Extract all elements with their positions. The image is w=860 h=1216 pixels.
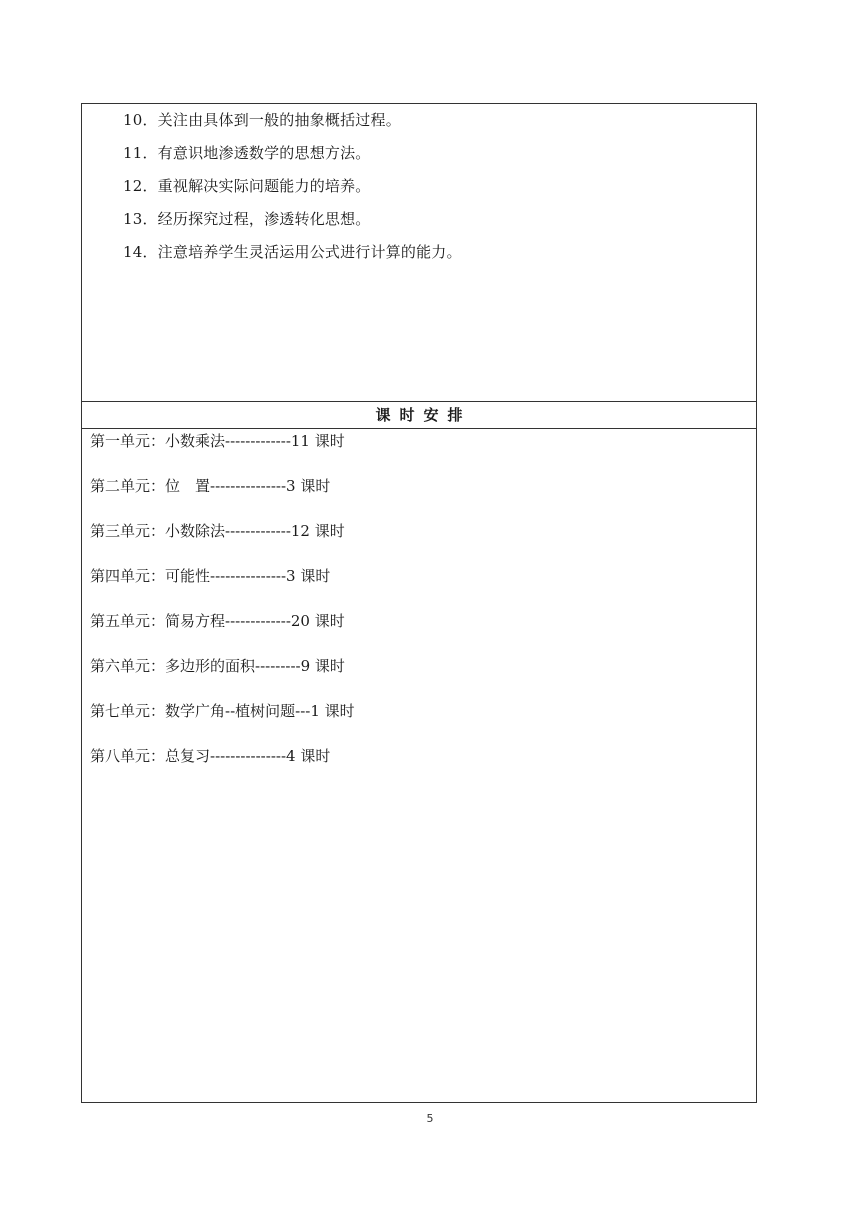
goal-item: 10．关注由具体到一般的抽象概括过程。 — [123, 111, 401, 129]
goal-item: 11．有意识地渗透数学的思想方法。 — [123, 144, 371, 162]
schedule-item: 第二单元：位 置---------------3 课时 — [90, 477, 331, 495]
schedule-item: 第六单元：多边形的面积---------9 课时 — [90, 657, 345, 675]
schedule-item: 第七单元：数学广角--植树问题---1 课时 — [90, 702, 355, 720]
schedule-item: 第八单元：总复习---------------4 课时 — [90, 747, 331, 765]
goal-item: 14．注意培养学生灵活运用公式进行计算的能力。 — [123, 243, 462, 261]
schedule-item: 第四单元：可能性---------------3 课时 — [90, 567, 331, 585]
teaching-goals-cell — [82, 104, 756, 402]
schedule-item: 第五单元：简易方程-------------20 课时 — [90, 612, 345, 630]
document-table — [81, 103, 757, 1103]
schedule-item: 第三单元：小数除法-------------12 课时 — [90, 522, 345, 540]
goal-item: 13．经历探究过程，渗透转化思想。 — [123, 210, 371, 228]
goal-item: 12．重视解决实际问题能力的培养。 — [123, 177, 371, 195]
schedule-header: 课时安排 — [82, 402, 756, 429]
page-number: 5 — [426, 1112, 434, 1125]
schedule-item: 第一单元：小数乘法-------------11 课时 — [90, 432, 345, 450]
